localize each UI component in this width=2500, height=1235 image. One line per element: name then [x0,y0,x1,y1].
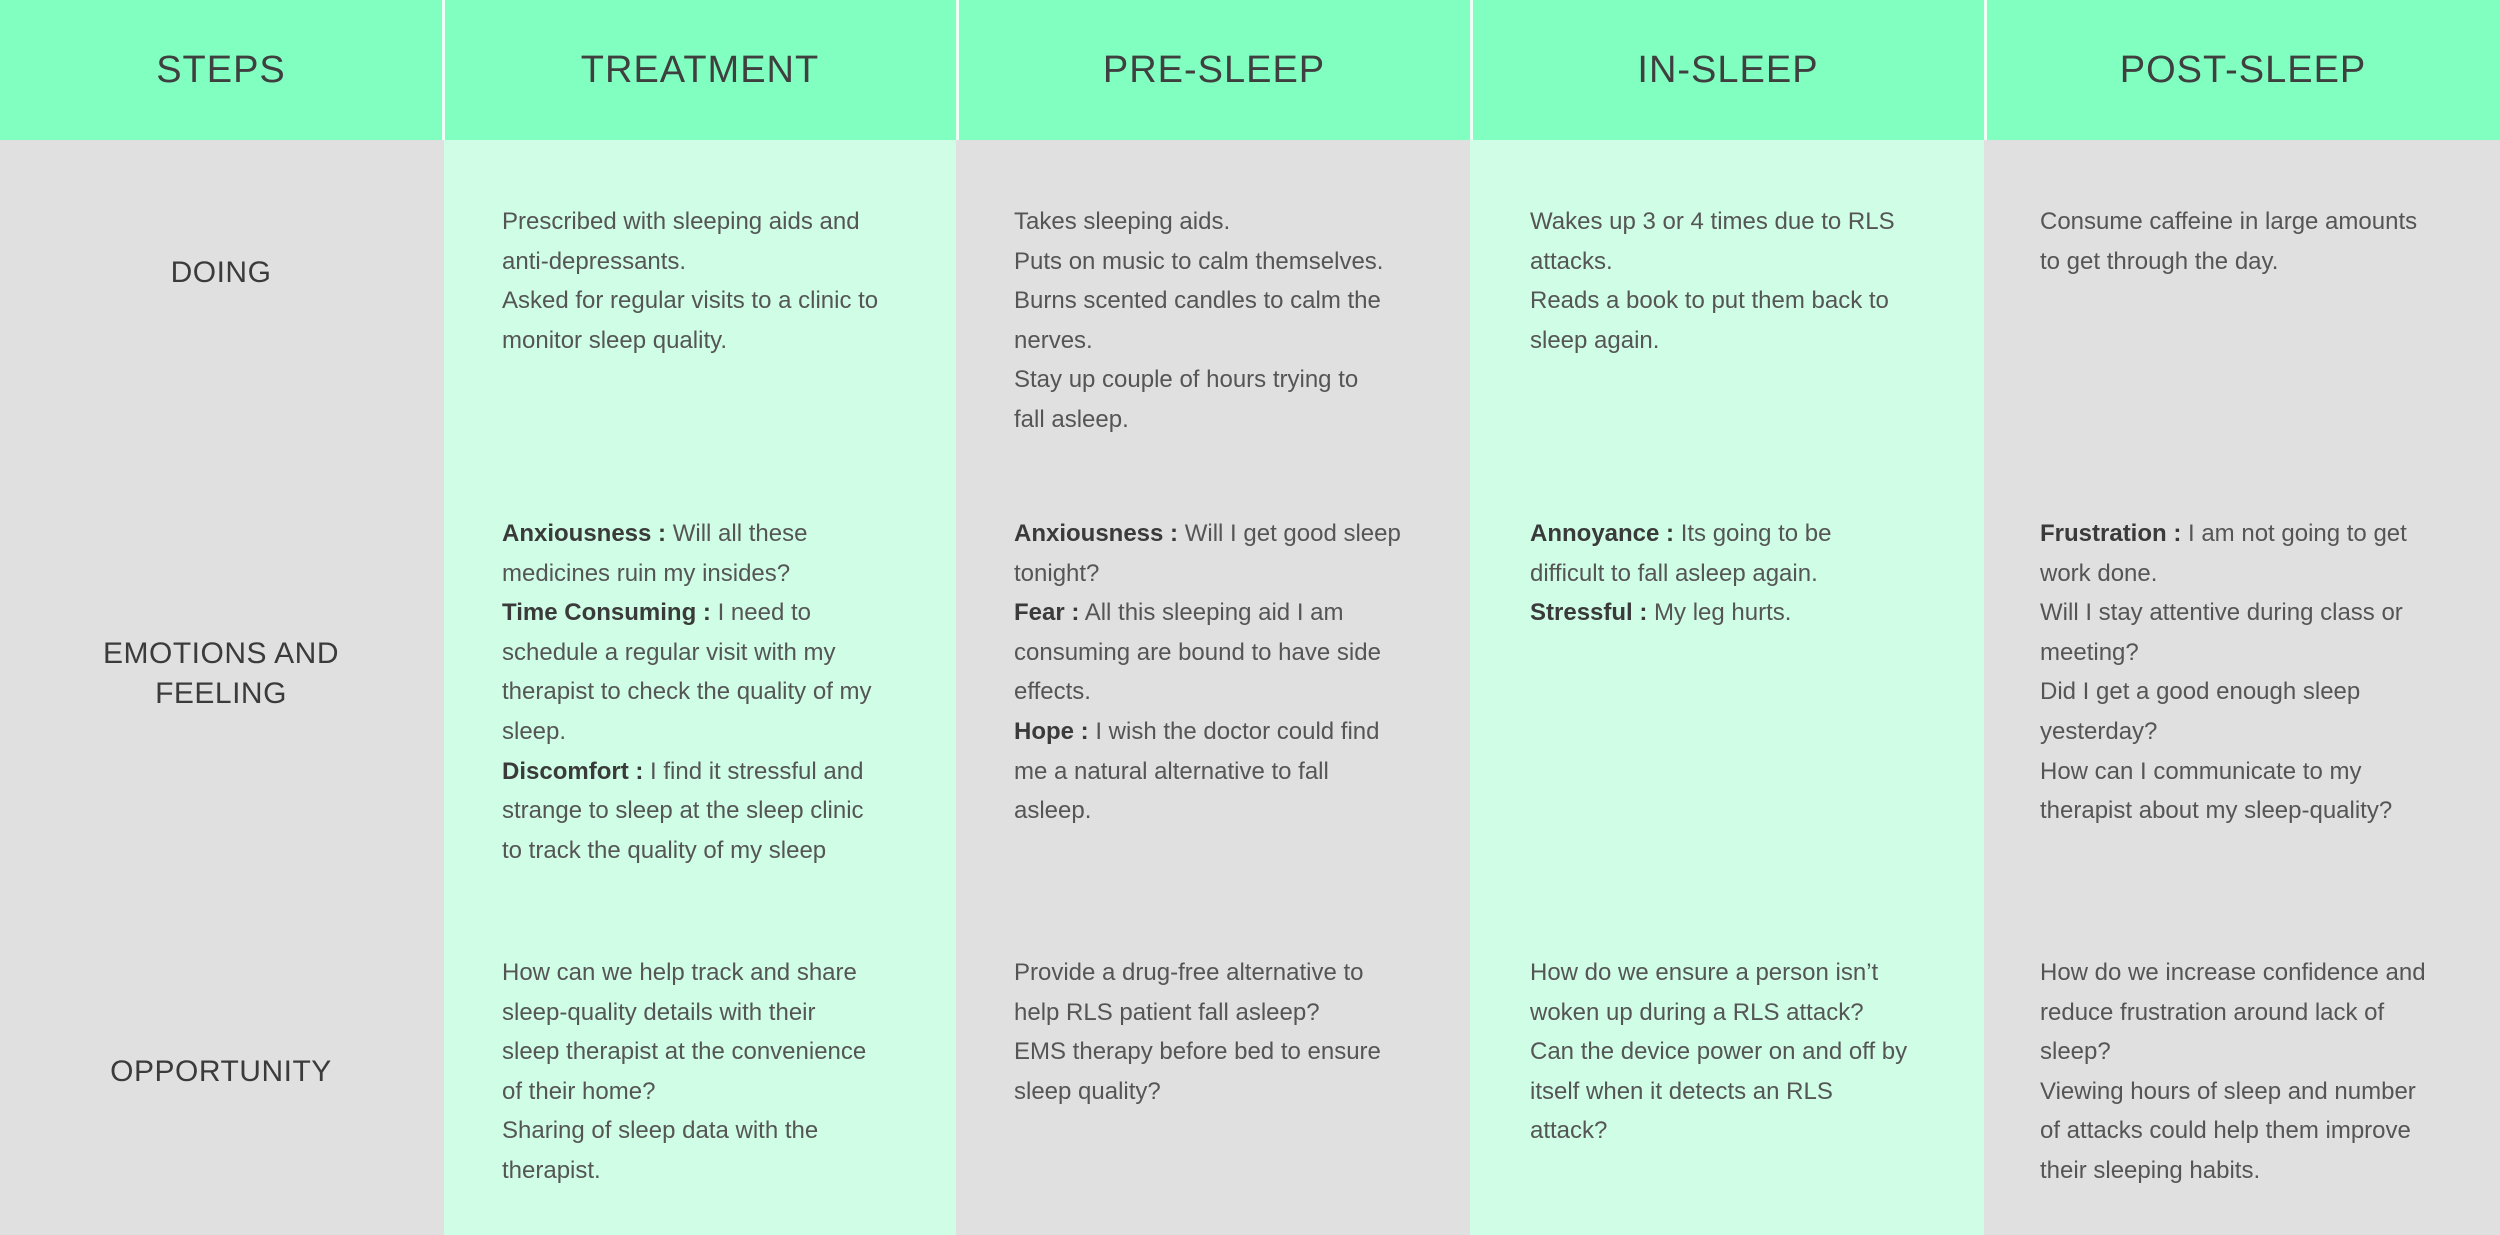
row-label-emotions [0,634,442,714]
cell-text-line: Wakes up 3 or 4 times due to RLS [1530,208,1895,235]
emotion-text: effects. [1014,678,1091,706]
emotion-text: yesterday? [2040,717,2158,745]
cell-text-line: How do we ensure a person isn’t [1530,959,1879,986]
cell-text-line: anti-depressants. [502,247,687,275]
emotions-treatment-cell [502,514,872,870]
emotion-text: Will I stay attentive during class or [2040,599,2403,627]
emotion-text: Will I get good sleep [1178,520,1401,547]
row-label-emotions-line2: FEELING [155,677,287,710]
emotion-text: I am not going to get [2181,520,2407,547]
header-post-sleep: POST-SLEEP [1986,0,2500,140]
emotion-label: Stressful : [1530,599,1648,627]
cell-text-line [1014,633,1401,673]
cell-text-line: their sleeping habits. [2040,1156,2261,1184]
header-divider [956,0,959,140]
cell-text-line: Provide a drug-free alternative to [1014,959,1364,986]
cell-text-line: of their home? [502,1077,656,1105]
cell-text-line [1530,514,1831,554]
emotion-text: I find it stressful and [643,757,864,785]
doing-in-sleep-cell [1530,202,1895,360]
emotion-text: How can I communicate to my [2040,757,2362,785]
cell-text-line [2040,554,2407,594]
cell-text-line: Takes sleeping aids. [1014,208,1231,235]
emotion-text: work done. [2040,559,2158,587]
cell-text-line: sleep quality? [1014,1077,1161,1105]
emotion-text: tonight? [1014,559,1100,587]
cell-text-line: itself when it detects an RLS [1530,1077,1833,1105]
cell-text-line [502,554,872,594]
header-treatment: TREATMENT [444,0,956,140]
emotion-text: schedule a regular visit with my [502,638,836,666]
opportunity-treatment-cell [502,953,866,1191]
header-divider [1984,0,1987,140]
cell-text-line: fall asleep. [1014,405,1129,433]
cell-text-line: Sharing of sleep data with the [502,1117,819,1145]
emotion-label: Fear : [1014,599,1080,627]
row-label-emotions-line1: EMOTIONS AND [102,637,340,670]
cell-text-line [2040,672,2407,712]
cell-text-line [1014,712,1401,752]
cell-text-line [2040,791,2407,831]
emotion-text: asleep. [1014,797,1092,825]
cell-text-line [502,514,872,554]
cell-text-line: help RLS patient fall asleep? [1014,998,1320,1026]
emotion-label: Time Consuming : [502,599,711,627]
cell-text-line [1014,791,1401,831]
cell-text-line [502,752,872,792]
emotion-text: I need to [710,599,811,627]
emotion-text: therapist to check the quality of my [502,678,872,706]
cell-text-line [2040,593,2407,633]
cell-text-line: attack? [1530,1117,1608,1145]
cell-text-line: therapist. [502,1156,601,1184]
emotion-text: My leg hurts. [1647,599,1792,627]
emotions-in-sleep-cell [1530,514,1831,633]
row-label-opportunity: OPPORTUNITY [110,1055,332,1088]
emotion-text: consuming are bound to have side [1014,638,1381,666]
cell-text-line [502,633,872,673]
emotion-text: therapist about my sleep-quality? [2040,797,2393,825]
opportunity-post-sleep-cell [2040,953,2426,1191]
cell-text-line [502,593,872,633]
cell-text-line [2040,633,2407,673]
cell-text-line [502,831,872,871]
header-steps: STEPS [0,0,442,140]
cell-text-line [1014,554,1401,594]
cell-text-line: to get through the day. [2040,247,2279,275]
cell-text-line [502,791,872,831]
emotion-label: Hope : [1014,717,1089,745]
cell-text-line [1530,554,1831,594]
cell-text-line [1530,593,1831,633]
cell-text-line: Can the device power on and off by [1530,1038,1908,1066]
cell-text-line: How can we help track and share [502,959,857,986]
cell-text-line: How do we increase confidence and [2040,959,2426,986]
emotion-text: Did I get a good enough sleep [2040,678,2361,706]
emotion-label: Anxiousness : [1014,520,1179,547]
steps-column [0,0,442,1235]
emotion-label: Frustration : [2040,520,2182,547]
cell-text-line: sleep therapist at the convenience [502,1038,867,1066]
cell-text-line: reduce frustration around lack of [2040,998,2385,1026]
cell-text-line: of attacks could help them improve [2040,1117,2411,1145]
emotion-text: meeting? [2040,638,2139,666]
header-divider [1470,0,1473,140]
cell-text-line: Consume caffeine in large amounts [2040,208,2418,235]
emotion-text: medicines ruin my insides? [502,559,791,587]
cell-text-line: nerves. [1014,326,1093,354]
cell-text-line: sleep again. [1530,326,1660,354]
cell-text-line: Asked for regular visits to a clinic to [502,287,879,315]
cell-text-line [2040,514,2407,554]
doing-treatment-cell [502,202,878,360]
cell-text-line [1014,672,1401,712]
cell-text-line [502,712,872,752]
cell-text-line [502,672,872,712]
emotions-post-sleep-cell [2040,514,2407,831]
cell-text-line: Reads a book to put them back to [1530,287,1889,315]
opportunity-in-sleep-cell [1530,953,1907,1151]
emotion-label: Discomfort : [502,757,644,785]
cell-text-line [2040,752,2407,792]
cell-text-line: Puts on music to calm themselves. [1014,247,1384,275]
emotion-text: to track the quality of my sleep [502,836,827,864]
cell-text-line: sleep? [2040,1038,2111,1066]
row-label-doing: DOING [170,256,272,289]
cell-text-line: Burns scented candles to calm the [1014,287,1381,315]
emotion-text: I wish the doctor could find [1088,717,1380,745]
emotion-text: All this sleeping aid I am [1079,599,1344,627]
doing-post-sleep-cell [2040,202,2417,281]
cell-text-line: woken up during a RLS attack? [1530,998,1864,1026]
emotion-label: Anxiousness : [502,520,667,547]
cell-text-line [2040,712,2407,752]
emotion-text: difficult to fall asleep again. [1530,559,1818,587]
cell-text-line: Stay up couple of hours trying to [1014,366,1359,394]
emotions-pre-sleep-cell [1014,514,1401,831]
cell-text-line: Viewing hours of sleep and number [2040,1077,2416,1105]
cell-text-line [1014,752,1401,792]
header-divider [442,0,445,140]
cell-text-line [1014,514,1401,554]
cell-text-line: monitor sleep quality. [502,326,727,354]
emotion-text: Will all these [666,520,808,547]
doing-pre-sleep-cell [1014,202,1383,440]
cell-text-line: sleep-quality details with their [502,998,816,1026]
emotion-text: me a natural alternative to fall [1014,757,1329,785]
emotion-label: Annoyance : [1530,520,1675,547]
emotion-text: Its going to be [1674,520,1832,547]
header-pre-sleep: PRE-SLEEP [958,0,1470,140]
cell-text-line: attacks. [1530,247,1613,275]
cell-text-line: EMS therapy before bed to ensure [1014,1038,1381,1066]
emotion-text: strange to sleep at the sleep clinic [502,797,864,825]
cell-text-line [1014,593,1401,633]
emotion-text: sleep. [502,717,567,745]
cell-text-line: Prescribed with sleeping aids and [502,208,860,235]
header-in-sleep: IN-SLEEP [1472,0,1984,140]
opportunity-pre-sleep-cell [1014,953,1381,1111]
